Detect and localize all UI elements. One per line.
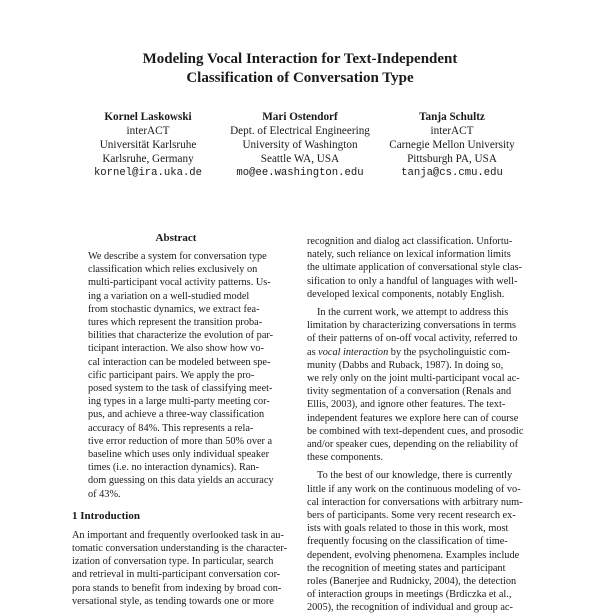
- text-line: tures which represent the transition proba-: [88, 317, 263, 329]
- text-line: as vocal interaction by the psycholinguistic com-: [307, 346, 511, 358]
- author-affiliation: Seattle WA, USA: [260, 153, 340, 165]
- text-line: developed lexical components, notably English.: [307, 288, 505, 300]
- text-line: of 43%.: [88, 488, 121, 500]
- author-affiliation: Karlsruhe, Germany: [102, 153, 194, 165]
- author-email: kornel@ira.uka.de: [93, 167, 203, 179]
- text-line: of their patterns of on-off vocal activity, referred to: [307, 333, 518, 345]
- author-email: tanja@cs.cmu.edu: [401, 167, 503, 179]
- author-affiliation: Carnegie Mellon University: [389, 139, 515, 151]
- text-line: times (i.e. no interaction dynamics). Ran-: [88, 462, 259, 474]
- author-name: Kornel Laskowski: [104, 111, 192, 123]
- text-line: posed system to the task of classifying meet-: [88, 383, 273, 395]
- title-line-1: Modeling Vocal Interaction for Text-Independent: [142, 51, 458, 67]
- text-line: We describe a system for conversation type: [88, 251, 267, 262]
- text-line: pus, and achieve a three-way classification: [88, 409, 265, 421]
- text-line: be combined with text-dependent cues, and prosodic: [307, 425, 524, 437]
- abstract-heading: Abstract: [155, 232, 197, 244]
- text-line: sification to only a handful of languages with well-: [307, 275, 518, 287]
- paragraph-2: [307, 306, 524, 464]
- text-line: In the current work, we attempt to address this: [317, 307, 509, 319]
- text-line: versational style, as tending towards one or more: [72, 595, 274, 607]
- text-line: An important and frequently overlooked task in au-: [72, 529, 284, 541]
- text-line: and retrieval in multi-participant conversation cor-: [72, 569, 281, 581]
- text-line: recognition and dialog act classification. Unfortu-: [307, 236, 513, 247]
- author-block-3: [362, 110, 542, 180]
- text-line: ization of conversation type. In particular, search: [72, 556, 274, 568]
- text-line: bers of participants. Some very recent research ex-: [307, 510, 516, 522]
- text-line: bilities that characterize the evolution of par-: [88, 330, 274, 342]
- text-line: the ultimate application of conversational style clas-: [307, 262, 523, 274]
- title-line-2: Classification of Conversation Type: [186, 70, 414, 86]
- author-email: mo@ee.washington.edu: [236, 167, 364, 179]
- text-line: 2005), the recognition of individual and group ac-: [307, 602, 513, 614]
- text-line: cal interaction can be modeled between spe-: [88, 356, 271, 368]
- text-line: roles (Banerjee and Rudnicky, 2004), the detection: [307, 576, 517, 588]
- text-line: tivity segmentation of a conversation (Renals and: [307, 386, 512, 398]
- text-line: frequently focusing on the classification of time-: [307, 536, 508, 548]
- text-line: the recognition of meeting states and participant: [307, 562, 506, 574]
- text-line: dom guessing on this data yields an accuracy: [88, 475, 274, 487]
- text-line: tive error reduction of more than 50% over a: [88, 435, 273, 447]
- text-line: ists with goals related to those in this work, most: [307, 523, 509, 535]
- text-line: these components.: [307, 452, 384, 464]
- text-line: ing a variation on a well-studied model: [88, 290, 250, 302]
- text-line: from stochastic dynamics, we extract fea-: [88, 303, 260, 315]
- paper-title: [0, 50, 600, 88]
- author-affiliation: Dept. of Electrical Engineering: [230, 125, 370, 137]
- section-heading-introduction: 1 Introduction: [72, 509, 140, 522]
- text-line: ing types in a large multi-party meeting cor-: [88, 396, 270, 408]
- text-line: cal interaction for conversations with arbitrary num-: [307, 496, 523, 508]
- text-line: ticipant interaction. We also show how vo-: [88, 343, 264, 355]
- text-line: and/or speaker cues, depending on the reliability of: [307, 439, 519, 451]
- text-line: independent features we explore here can of course: [307, 412, 519, 424]
- author-affiliation: Pittsburgh PA, USA: [407, 153, 497, 165]
- text-line: dependent, evolving phenomena. Examples include: [307, 549, 520, 561]
- text-line: baseline which uses only individual speaker: [88, 449, 270, 461]
- text-line: cific participant pairs. We apply the pro-: [88, 369, 255, 381]
- text-line: of interaction groups in meetings (Brdiczka et al.,: [307, 589, 512, 601]
- text-line: pora stands to benefit from indexing by broad con-: [72, 582, 282, 594]
- author-name: Mari Ostendorf: [262, 111, 338, 123]
- right-column: [307, 235, 524, 615]
- text-line: limitation by characterizing conversations in terms: [307, 320, 517, 332]
- left-column: [72, 232, 288, 608]
- author-name: Tanja Schultz: [419, 111, 485, 123]
- text-line: we rely only on the joint multi-participant vocal ac-: [307, 373, 520, 385]
- introduction-paragraph: [72, 529, 288, 608]
- text-line: multi-participant vocal activity patterns. Us-: [88, 277, 271, 289]
- abstract-body: [88, 250, 274, 501]
- text-line: classification which relies exclusively on: [88, 264, 258, 276]
- text-line: tomatic conversation understanding is the character-: [72, 543, 288, 555]
- author-affiliation: interACT: [430, 125, 474, 137]
- author-affiliation: University of Washington: [242, 139, 358, 151]
- text-line: Ellis, 2003), and ignore other features. The text-: [307, 399, 506, 411]
- text-line: To the best of our knowledge, there is currently: [317, 470, 513, 482]
- text-line: accuracy of 84%. This represents a rela-: [88, 422, 254, 434]
- author-affiliation: interACT: [126, 125, 170, 137]
- text-line: little if any work on the continuous modeling of vo-: [307, 483, 521, 495]
- text-line: munity (Dabbs and Ruback, 1987). In doing so,: [307, 359, 504, 371]
- author-affiliation: Universität Karlsruhe: [99, 139, 197, 151]
- paragraph-1: [307, 235, 523, 301]
- text-line: nately, such reliance on lexical information limits: [307, 249, 511, 261]
- paragraph-3: [307, 469, 523, 614]
